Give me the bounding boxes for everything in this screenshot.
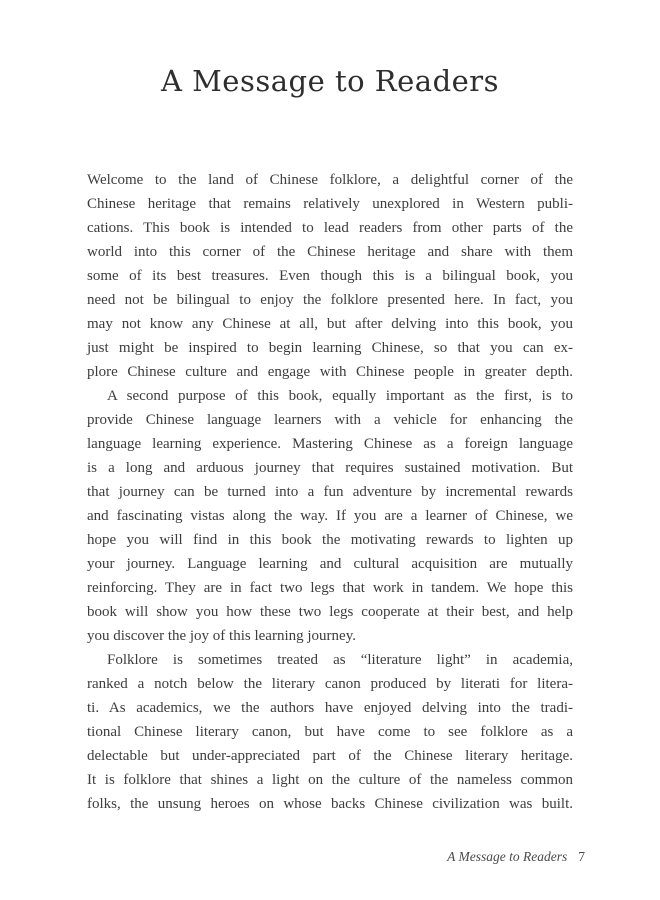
- body-line: A second purpose of this book, equally important as the first, is to: [107, 388, 573, 404]
- body-line: may not know any Chinese at all, but after delving into this book, you: [87, 316, 573, 332]
- body-line: hope you will find in this book the motivating rewards to lighten up: [87, 532, 573, 548]
- body-line: It is folklore that shines a light on the culture of the nameless common: [87, 772, 573, 788]
- body-line: reinforcing. They are in fact two legs that work in tandem. We hope this: [87, 580, 573, 596]
- body-line: delectable but under-appreciated part of the Chinese literary heritage.: [87, 748, 573, 764]
- body-line: ranked a notch below the literary canon produced by literati for litera-: [87, 676, 573, 692]
- body-line: that journey can be turned into a fun adventure by incremental rewards: [87, 484, 573, 500]
- body-line: just might be inspired to begin learning Chinese, so that you can ex-: [87, 340, 573, 356]
- page-number: 7: [578, 849, 585, 864]
- body-text: [87, 168, 573, 816]
- body-line: Welcome to the land of Chinese folklore, a delightful corner of the: [87, 172, 573, 188]
- body-line: some of its best treasures. Even though this is a bilingual book, you: [87, 268, 573, 284]
- page-title: A Message to Readers: [160, 64, 500, 98]
- body-line: book will show you how these two legs cooperate at their best, and help: [87, 604, 573, 620]
- body-line: provide Chinese language learners with a vehicle for enhancing the: [87, 412, 573, 428]
- body-line: need not be bilingual to enjoy the folklore presented here. In fact, you: [87, 292, 573, 308]
- body-line: folks, the unsung heroes on whose backs Chinese civilization was built.: [87, 796, 573, 812]
- body-line: you discover the joy of this learning journey.: [87, 628, 356, 644]
- body-line: Folklore is sometimes treated as “literature light” in academia,: [107, 652, 573, 668]
- body-line: ti. As academics, we the authors have enjoyed delving into the tradi-: [87, 700, 573, 716]
- body-line: cations. This book is intended to lead readers from other parts of the: [87, 220, 573, 236]
- paragraph: [87, 648, 573, 816]
- body-line: your journey. Language learning and cultural acquisition are mutually: [87, 556, 573, 572]
- body-line: Chinese heritage that remains relatively unexplored in Western publi-: [87, 196, 573, 212]
- paragraph: [87, 384, 573, 648]
- body-line: world into this corner of the Chinese heritage and share with them: [87, 244, 573, 260]
- running-title: A Message to Readers: [447, 849, 568, 864]
- body-line: tional Chinese literary canon, but have come to see folklore as a: [87, 724, 573, 740]
- body-line: language learning experience. Mastering Chinese as a foreign language: [87, 436, 573, 452]
- paragraph: [87, 168, 573, 384]
- page-footer: [87, 849, 585, 865]
- body-line: and fascinating vistas along the way. If you are a learner of Chinese, we: [87, 508, 573, 524]
- body-line: is a long and arduous journey that requires sustained motivation. But: [87, 460, 573, 476]
- body-line: plore Chinese culture and engage with Chinese people in greater depth.: [87, 364, 573, 380]
